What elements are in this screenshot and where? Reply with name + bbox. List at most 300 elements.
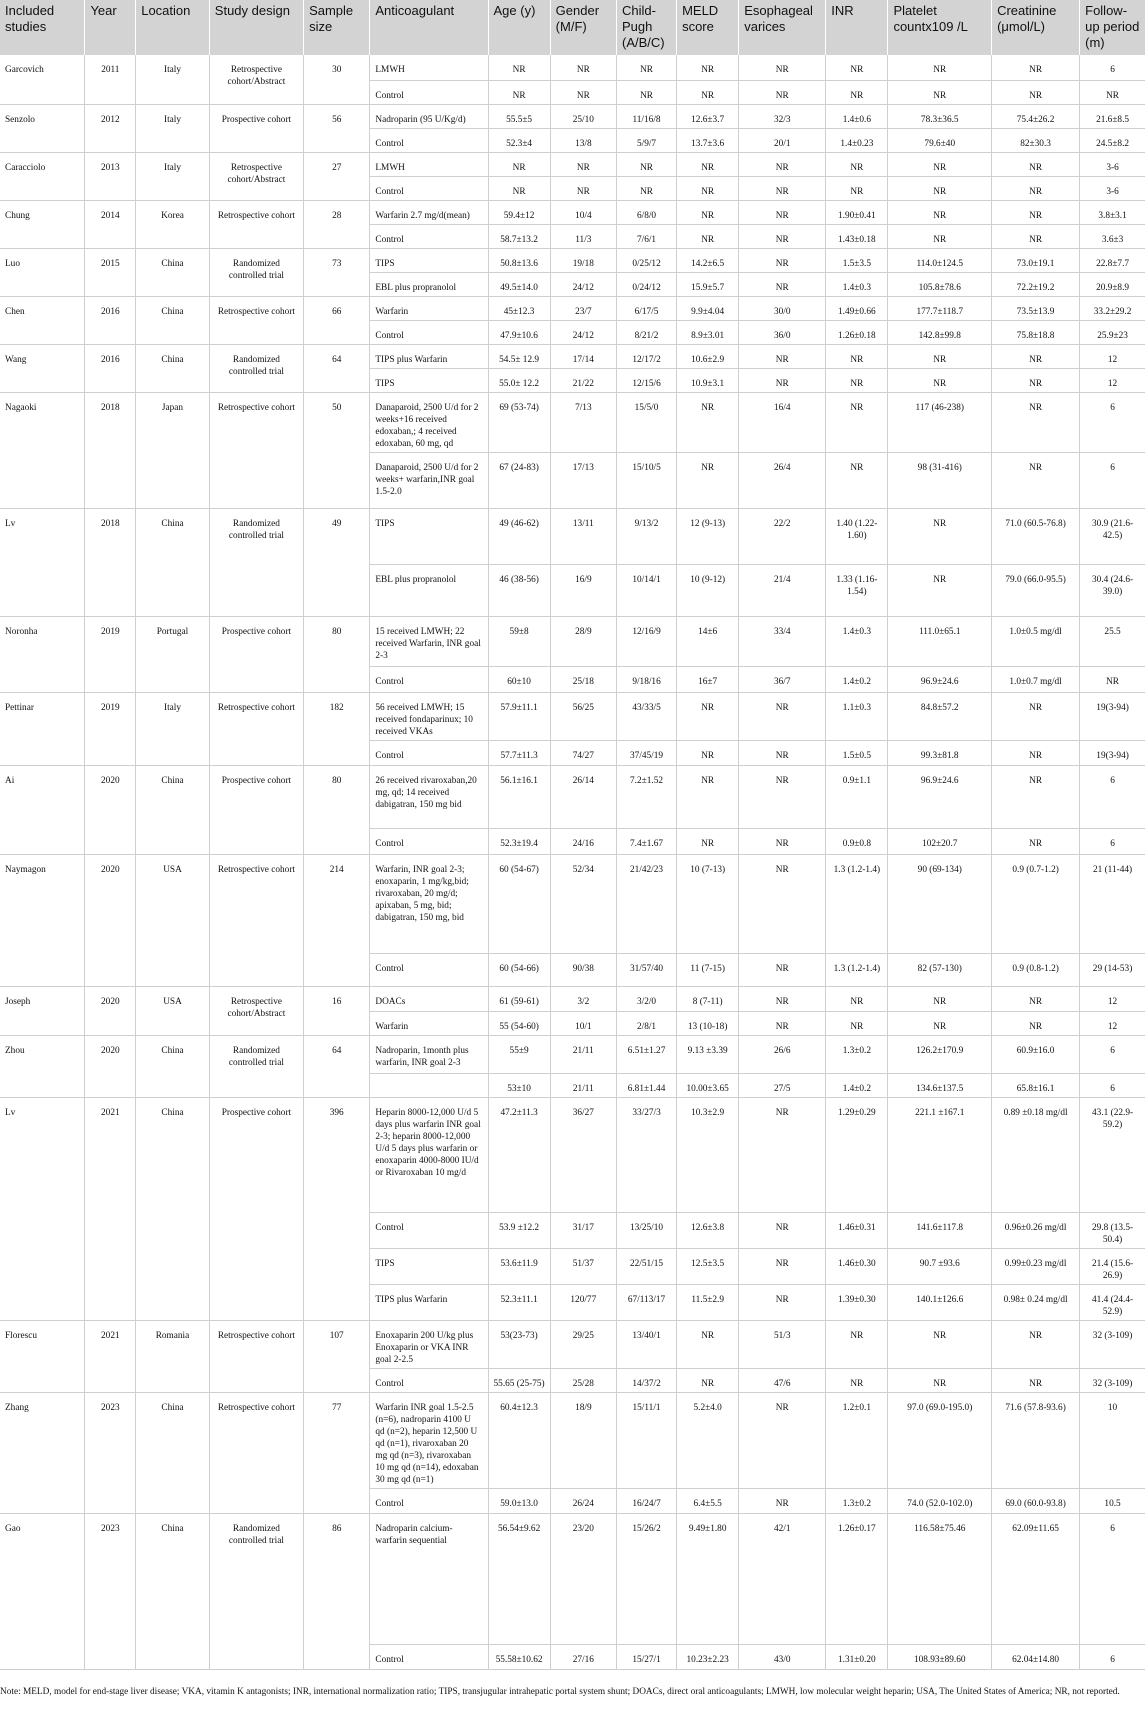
gender-cell: 28/9	[550, 616, 616, 666]
creatinine-cell: 1.0±0.7 mg/dl	[992, 666, 1080, 692]
anticoagulant-cell: Control	[370, 320, 488, 344]
inr-cell: 1.46±0.31	[826, 1212, 888, 1248]
esophageal-varices-cell: NR	[739, 1212, 826, 1248]
inr-cell: 1.26±0.18	[826, 320, 888, 344]
child-pugh-cell: 9/13/2	[616, 508, 676, 564]
study-design: Retrospective cohort	[209, 392, 303, 508]
study-name: Caracciolo	[0, 152, 85, 200]
follow-up-cell: 3.6±3	[1080, 224, 1145, 248]
platelet-cell: NR	[888, 1368, 992, 1392]
col-header: Child-Pugh (A/B/C)	[616, 0, 676, 55]
child-pugh-cell: NR	[616, 152, 676, 176]
inr-cell: NR	[826, 368, 888, 392]
study-year: 2015	[85, 248, 136, 296]
gender-cell: 3/2	[550, 986, 616, 1011]
table-row	[0, 55, 1145, 80]
gender-cell: 21/11	[550, 1035, 616, 1073]
study-location: China	[136, 765, 210, 854]
platelet-cell: 116.58±75.46	[888, 1513, 992, 1644]
anticoagulant-cell: Control	[370, 1644, 488, 1669]
meld-cell: NR	[677, 1320, 739, 1368]
study-year: 2019	[85, 692, 136, 765]
platelet-cell: NR	[888, 368, 992, 392]
gender-cell: 26/24	[550, 1488, 616, 1513]
meld-cell: 5.2±4.0	[677, 1392, 739, 1488]
sample-size: 80	[304, 616, 370, 692]
follow-up-cell: 43.1 (22.9-59.2)	[1080, 1097, 1145, 1212]
follow-up-cell: 12	[1080, 368, 1145, 392]
esophageal-varices-cell: NR	[739, 986, 826, 1011]
esophageal-varices-cell: 21/4	[739, 564, 826, 616]
follow-up-cell: 6	[1080, 452, 1145, 508]
study-design: Randomized controlled trial	[209, 1513, 303, 1669]
inr-cell: 1.1±0.3	[826, 692, 888, 740]
creatinine-cell: 0.96±0.26 mg/dl	[992, 1212, 1080, 1248]
follow-up-cell: 12	[1080, 344, 1145, 368]
esophageal-varices-cell: 26/6	[739, 1035, 826, 1073]
age-cell: 52.3±11.1	[488, 1284, 550, 1320]
study-design: Randomized controlled trial	[209, 508, 303, 616]
gender-cell: NR	[550, 176, 616, 200]
creatinine-cell: 62.09±11.65	[992, 1513, 1080, 1644]
age-cell: 53.9 ±12.2	[488, 1212, 550, 1248]
inr-cell: 1.26±0.17	[826, 1513, 888, 1644]
esophageal-varices-cell: 43/0	[739, 1644, 826, 1669]
platelet-cell: NR	[888, 176, 992, 200]
study-year: 2020	[85, 986, 136, 1035]
study-year: 2021	[85, 1320, 136, 1392]
table-row	[0, 200, 1145, 224]
child-pugh-cell: 37/45/19	[616, 740, 676, 765]
esophageal-varices-cell: 33/4	[739, 616, 826, 666]
esophageal-varices-cell: NR	[739, 55, 826, 80]
study-design: Retrospective cohort/Abstract	[209, 152, 303, 200]
esophageal-varices-cell: NR	[739, 1097, 826, 1212]
esophageal-varices-cell: NR	[739, 1011, 826, 1035]
creatinine-cell: 79.0 (66.0-95.5)	[992, 564, 1080, 616]
anticoagulant-cell: Control	[370, 953, 488, 986]
inr-cell: 1.29±0.29	[826, 1097, 888, 1212]
study-name: Chung	[0, 200, 85, 248]
study-location: China	[136, 1513, 210, 1669]
inr-cell: 1.33 (1.16-1.54)	[826, 564, 888, 616]
inr-cell: NR	[826, 176, 888, 200]
anticoagulant-cell: Nadroparin, 1month plus warfarin, INR goal 2-3	[370, 1035, 488, 1073]
table-row	[0, 986, 1145, 1011]
inr-cell: 1.46±0.30	[826, 1248, 888, 1284]
table-body	[0, 55, 1145, 1669]
gender-cell: 25/28	[550, 1368, 616, 1392]
child-pugh-cell: 13/40/1	[616, 1320, 676, 1368]
col-header: Year	[85, 0, 136, 55]
meld-cell: 14.2±6.5	[677, 248, 739, 272]
platelet-cell: NR	[888, 508, 992, 564]
study-name: Wang	[0, 344, 85, 392]
age-cell: 57.7±11.3	[488, 740, 550, 765]
platelet-cell: 134.6±137.5	[888, 1073, 992, 1097]
esophageal-varices-cell: NR	[739, 80, 826, 104]
age-cell: 59.0±13.0	[488, 1488, 550, 1513]
child-pugh-cell: 15/5/0	[616, 392, 676, 452]
meld-cell: NR	[677, 1368, 739, 1392]
col-header: Age (y)	[488, 0, 550, 55]
sample-size: 107	[304, 1320, 370, 1392]
platelet-cell: NR	[888, 564, 992, 616]
follow-up-cell: 25.5	[1080, 616, 1145, 666]
gender-cell: 24/12	[550, 320, 616, 344]
sample-size: 30	[304, 55, 370, 104]
table-row	[0, 248, 1145, 272]
creatinine-cell: NR	[992, 1368, 1080, 1392]
child-pugh-cell: 15/10/5	[616, 452, 676, 508]
creatinine-cell: NR	[992, 152, 1080, 176]
table-row	[0, 1097, 1145, 1212]
age-cell: 56.1±16.1	[488, 765, 550, 828]
anticoagulant-cell: DOACs	[370, 986, 488, 1011]
anticoagulant-cell: 15 received LMWH; 22 received Warfarin, INR goal 2-3	[370, 616, 488, 666]
gender-cell: 23/20	[550, 1513, 616, 1644]
follow-up-cell: 10	[1080, 1392, 1145, 1488]
meld-cell: NR	[677, 55, 739, 80]
study-year: 2016	[85, 344, 136, 392]
follow-up-cell: 21.4 (15.6-26.9)	[1080, 1248, 1145, 1284]
study-design: Randomized controlled trial	[209, 248, 303, 296]
inr-cell: 1.3 (1.2-1.4)	[826, 854, 888, 953]
meld-cell: 9.13 ±3.39	[677, 1035, 739, 1073]
gender-cell: 11/3	[550, 224, 616, 248]
follow-up-cell: 29 (14-53)	[1080, 953, 1145, 986]
age-cell: 53±10	[488, 1073, 550, 1097]
inr-cell: 1.3 (1.2-1.4)	[826, 953, 888, 986]
study-location: USA	[136, 854, 210, 986]
sample-size: 80	[304, 765, 370, 854]
anticoagulant-cell: Control	[370, 176, 488, 200]
study-name: Pettinar	[0, 692, 85, 765]
study-name: Naymagon	[0, 854, 85, 986]
platelet-cell: 84.8±57.2	[888, 692, 992, 740]
follow-up-cell: 6	[1080, 1073, 1145, 1097]
platelet-cell: NR	[888, 1320, 992, 1368]
age-cell: 49 (46-62)	[488, 508, 550, 564]
esophageal-varices-cell: NR	[739, 692, 826, 740]
esophageal-varices-cell: 16/4	[739, 392, 826, 452]
age-cell: 46 (38-56)	[488, 564, 550, 616]
age-cell: NR	[488, 176, 550, 200]
study-location: Italy	[136, 152, 210, 200]
gender-cell: 16/9	[550, 564, 616, 616]
gender-cell: 120/77	[550, 1284, 616, 1320]
study-year: 2018	[85, 508, 136, 616]
age-cell: 60 (54-67)	[488, 854, 550, 953]
study-design: Retrospective cohort	[209, 854, 303, 986]
table-row	[0, 152, 1145, 176]
meld-cell: 8 (7-11)	[677, 986, 739, 1011]
creatinine-cell: NR	[992, 80, 1080, 104]
child-pugh-cell: 5/9/7	[616, 128, 676, 152]
table-row	[0, 1513, 1145, 1644]
anticoagulant-cell: Nadroparin calcium-warfarin sequential	[370, 1513, 488, 1644]
follow-up-cell: 6	[1080, 1035, 1145, 1073]
table-footnote: Note: MELD, model for end-stage liver disease; VKA, vitamin K antagonists; INR, international normalization ratio; TIPS, transjugular intrahepatic portal system shunt; DOACs, direct oral anticoagulants; LMWH, low molecular weight heparin; USA, The United States of America; NR, not reported.	[0, 1687, 1120, 1697]
age-cell: 57.9±11.1	[488, 692, 550, 740]
child-pugh-cell: 12/16/9	[616, 616, 676, 666]
platelet-cell: NR	[888, 80, 992, 104]
study-location: Portugal	[136, 616, 210, 692]
anticoagulant-cell: TIPS plus Warfarin	[370, 1284, 488, 1320]
creatinine-cell: 75.4±26.2	[992, 104, 1080, 128]
sample-size: 214	[304, 854, 370, 986]
inr-cell: NR	[826, 452, 888, 508]
gender-cell: 17/13	[550, 452, 616, 508]
meld-cell: NR	[677, 692, 739, 740]
platelet-cell: NR	[888, 152, 992, 176]
platelet-cell: 102±20.7	[888, 828, 992, 854]
creatinine-cell: NR	[992, 828, 1080, 854]
age-cell: 55.58±10.62	[488, 1644, 550, 1669]
esophageal-varices-cell: NR	[739, 248, 826, 272]
study-name: Noronha	[0, 616, 85, 692]
study-location: Italy	[136, 692, 210, 765]
study-design: Randomized controlled trial	[209, 344, 303, 392]
age-cell: 55.0± 12.2	[488, 368, 550, 392]
esophageal-varices-cell: NR	[739, 1248, 826, 1284]
inr-cell: 1.4±0.3	[826, 616, 888, 666]
esophageal-varices-cell: NR	[739, 765, 826, 828]
anticoagulant-cell: Danaparoid, 2500 U/d for 2 weeks+16 received edoxaban,; 4 received edoxaban, 60 mg, qd	[370, 392, 488, 452]
col-header: Location	[136, 0, 210, 55]
platelet-cell: 99.3±81.8	[888, 740, 992, 765]
child-pugh-cell: 12/15/6	[616, 368, 676, 392]
esophageal-varices-cell: NR	[739, 368, 826, 392]
platelet-cell: 105.8±78.6	[888, 272, 992, 296]
sample-size: 56	[304, 104, 370, 152]
age-cell: 52.3±19.4	[488, 828, 550, 854]
platelet-cell: 78.3±36.5	[888, 104, 992, 128]
child-pugh-cell: 31/57/40	[616, 953, 676, 986]
follow-up-cell: NR	[1080, 80, 1145, 104]
child-pugh-cell: 7.2±1.52	[616, 765, 676, 828]
platelet-cell: 97.0 (69.0-195.0)	[888, 1392, 992, 1488]
gender-cell: 17/14	[550, 344, 616, 368]
creatinine-cell: NR	[992, 224, 1080, 248]
study-name: Senzolo	[0, 104, 85, 152]
col-header: Esophageal varices	[739, 0, 826, 55]
esophageal-varices-cell: NR	[739, 200, 826, 224]
meld-cell: NR	[677, 200, 739, 224]
child-pugh-cell: 6.51±1.27	[616, 1035, 676, 1073]
study-location: China	[136, 1097, 210, 1320]
meld-cell: 12.6±3.8	[677, 1212, 739, 1248]
follow-up-cell: 21.6±8.5	[1080, 104, 1145, 128]
creatinine-cell: 65.8±16.1	[992, 1073, 1080, 1097]
study-year: 2011	[85, 55, 136, 104]
anticoagulant-cell: TIPS plus Warfarin	[370, 344, 488, 368]
sample-size: 27	[304, 152, 370, 200]
age-cell: 61 (59-61)	[488, 986, 550, 1011]
inr-cell: NR	[826, 344, 888, 368]
anticoagulant-cell: LMWH	[370, 55, 488, 80]
esophageal-varices-cell: 47/6	[739, 1368, 826, 1392]
child-pugh-cell: 6/8/0	[616, 200, 676, 224]
age-cell: 53.6±11.9	[488, 1248, 550, 1284]
meld-cell: 12.5±3.5	[677, 1248, 739, 1284]
follow-up-cell: 24.5±8.2	[1080, 128, 1145, 152]
age-cell: 55 (54-60)	[488, 1011, 550, 1035]
age-cell: 60.4±12.3	[488, 1392, 550, 1488]
col-header: Included studies	[0, 0, 85, 55]
follow-up-cell: 19(3-94)	[1080, 740, 1145, 765]
follow-up-cell: 6	[1080, 765, 1145, 828]
study-year: 2014	[85, 200, 136, 248]
anticoagulant-cell: EBL plus propranolol	[370, 564, 488, 616]
gender-cell: NR	[550, 80, 616, 104]
anticoagulant-cell: Warfarin, INR goal 2-3; enoxaparin, 1 mg/kg,bid; rivaroxaban, 20 mg/d; apixaban, 5 mg, bid; dabigatran, 150 mg, bid	[370, 854, 488, 953]
study-design: Prospective cohort	[209, 765, 303, 854]
sample-size: 77	[304, 1392, 370, 1513]
inr-cell: 1.4±0.2	[826, 666, 888, 692]
meld-cell: 13 (10-18)	[677, 1011, 739, 1035]
inr-cell: NR	[826, 392, 888, 452]
gender-cell: 13/11	[550, 508, 616, 564]
study-name: Nagaoki	[0, 392, 85, 508]
study-name: Zhang	[0, 1392, 85, 1513]
anticoagulant-cell: Control	[370, 1212, 488, 1248]
child-pugh-cell: 12/17/2	[616, 344, 676, 368]
study-design: Retrospective cohort/Abstract	[209, 55, 303, 104]
child-pugh-cell: 8/21/2	[616, 320, 676, 344]
creatinine-cell: 62.04±14.80	[992, 1644, 1080, 1669]
child-pugh-cell: 9/18/16	[616, 666, 676, 692]
platelet-cell: 96.9±24.6	[888, 666, 992, 692]
meld-cell: 11.5±2.9	[677, 1284, 739, 1320]
anticoagulant-cell: Control	[370, 740, 488, 765]
child-pugh-cell: 16/24/7	[616, 1488, 676, 1513]
esophageal-varices-cell: NR	[739, 224, 826, 248]
child-pugh-cell: 2/8/1	[616, 1011, 676, 1035]
study-year: 2012	[85, 104, 136, 152]
anticoagulant-cell: Control	[370, 666, 488, 692]
creatinine-cell: 60.9±16.0	[992, 1035, 1080, 1073]
meld-cell: 13.7±3.6	[677, 128, 739, 152]
inr-cell: 1.3±0.2	[826, 1035, 888, 1073]
gender-cell: 21/11	[550, 1073, 616, 1097]
creatinine-cell: NR	[992, 200, 1080, 224]
study-location: Italy	[136, 104, 210, 152]
esophageal-varices-cell: 30/0	[739, 296, 826, 320]
study-year: 2023	[85, 1513, 136, 1669]
meld-cell: NR	[677, 828, 739, 854]
child-pugh-cell: 0/24/12	[616, 272, 676, 296]
meld-cell: 10.6±2.9	[677, 344, 739, 368]
creatinine-cell: 69.0 (60.0-93.8)	[992, 1488, 1080, 1513]
gender-cell: NR	[550, 152, 616, 176]
anticoagulant-cell: Control	[370, 224, 488, 248]
follow-up-cell: 32 (3-109)	[1080, 1320, 1145, 1368]
child-pugh-cell: 15/27/1	[616, 1644, 676, 1669]
gender-cell: 7/13	[550, 392, 616, 452]
esophageal-varices-cell: NR	[739, 272, 826, 296]
creatinine-cell: NR	[992, 452, 1080, 508]
col-header: MELD score	[677, 0, 739, 55]
study-name: Garcovich	[0, 55, 85, 104]
follow-up-cell: 10.5	[1080, 1488, 1145, 1513]
study-year: 2023	[85, 1392, 136, 1513]
esophageal-varices-cell: 51/3	[739, 1320, 826, 1368]
inr-cell: 1.4±0.2	[826, 1073, 888, 1097]
platelet-cell: 74.0 (52.0-102.0)	[888, 1488, 992, 1513]
creatinine-cell: 1.0±0.5 mg/dl	[992, 616, 1080, 666]
gender-cell: 51/37	[550, 1248, 616, 1284]
platelet-cell: 221.1 ±167.1	[888, 1097, 992, 1212]
age-cell: 53(23-73)	[488, 1320, 550, 1368]
meld-cell: 15.9±5.7	[677, 272, 739, 296]
anticoagulant-cell: LMWH	[370, 152, 488, 176]
child-pugh-cell: NR	[616, 80, 676, 104]
gender-cell: NR	[550, 55, 616, 80]
platelet-cell: 98 (31-416)	[888, 452, 992, 508]
anticoagulant-cell: 26 received rivaroxaban,20 mg, qd; 14 received dabigatran, 150 mg bid	[370, 765, 488, 828]
age-cell: 52.3±4	[488, 128, 550, 152]
creatinine-cell: 71.0 (60.5-76.8)	[992, 508, 1080, 564]
inr-cell: 1.2±0.1	[826, 1392, 888, 1488]
child-pugh-cell: NR	[616, 55, 676, 80]
follow-up-cell: 30.4 (24.6-39.0)	[1080, 564, 1145, 616]
esophageal-varices-cell: 36/7	[739, 666, 826, 692]
anticoagulant-cell: TIPS	[370, 368, 488, 392]
study-name: Ai	[0, 765, 85, 854]
sample-size: 49	[304, 508, 370, 616]
anticoagulant-cell: 56 received LMWH; 15 received fondaparinux; 10 received VKAs	[370, 692, 488, 740]
esophageal-varices-cell: 42/1	[739, 1513, 826, 1644]
gender-cell: 10/1	[550, 1011, 616, 1035]
age-cell: 60±10	[488, 666, 550, 692]
study-year: 2020	[85, 765, 136, 854]
age-cell: NR	[488, 80, 550, 104]
gender-cell: 18/9	[550, 1392, 616, 1488]
platelet-cell: NR	[888, 55, 992, 80]
study-location: Japan	[136, 392, 210, 508]
meld-cell: NR	[677, 152, 739, 176]
gender-cell: 25/18	[550, 666, 616, 692]
child-pugh-cell: 11/16/8	[616, 104, 676, 128]
sample-size: 50	[304, 392, 370, 508]
col-header: Creatinine (μmol/L)	[992, 0, 1080, 55]
follow-up-cell: 29.8 (13.5-50.4)	[1080, 1212, 1145, 1248]
esophageal-varices-cell: 22/2	[739, 508, 826, 564]
child-pugh-cell: 67/113/17	[616, 1284, 676, 1320]
table-row	[0, 692, 1145, 740]
follow-up-cell: 6	[1080, 55, 1145, 80]
gender-cell: 27/16	[550, 1644, 616, 1669]
anticoagulant-cell: Control	[370, 1368, 488, 1392]
inr-cell: 1.90±0.41	[826, 200, 888, 224]
anticoagulant-cell: Control	[370, 1488, 488, 1513]
study-location: China	[136, 1035, 210, 1097]
gender-cell: 21/22	[550, 368, 616, 392]
follow-up-cell: 30.9 (21.6-42.5)	[1080, 508, 1145, 564]
anticoagulant-cell: Warfarin 2.7 mg/d(mean)	[370, 200, 488, 224]
meld-cell: NR	[677, 765, 739, 828]
creatinine-cell: NR	[992, 740, 1080, 765]
platelet-cell: 126.2±170.9	[888, 1035, 992, 1073]
creatinine-cell: NR	[992, 176, 1080, 200]
study-location: China	[136, 508, 210, 616]
header-row	[0, 0, 1145, 55]
meld-cell: 9.9±4.04	[677, 296, 739, 320]
child-pugh-cell: 22/51/15	[616, 1248, 676, 1284]
creatinine-cell: 72.2±19.2	[992, 272, 1080, 296]
esophageal-varices-cell: NR	[739, 176, 826, 200]
